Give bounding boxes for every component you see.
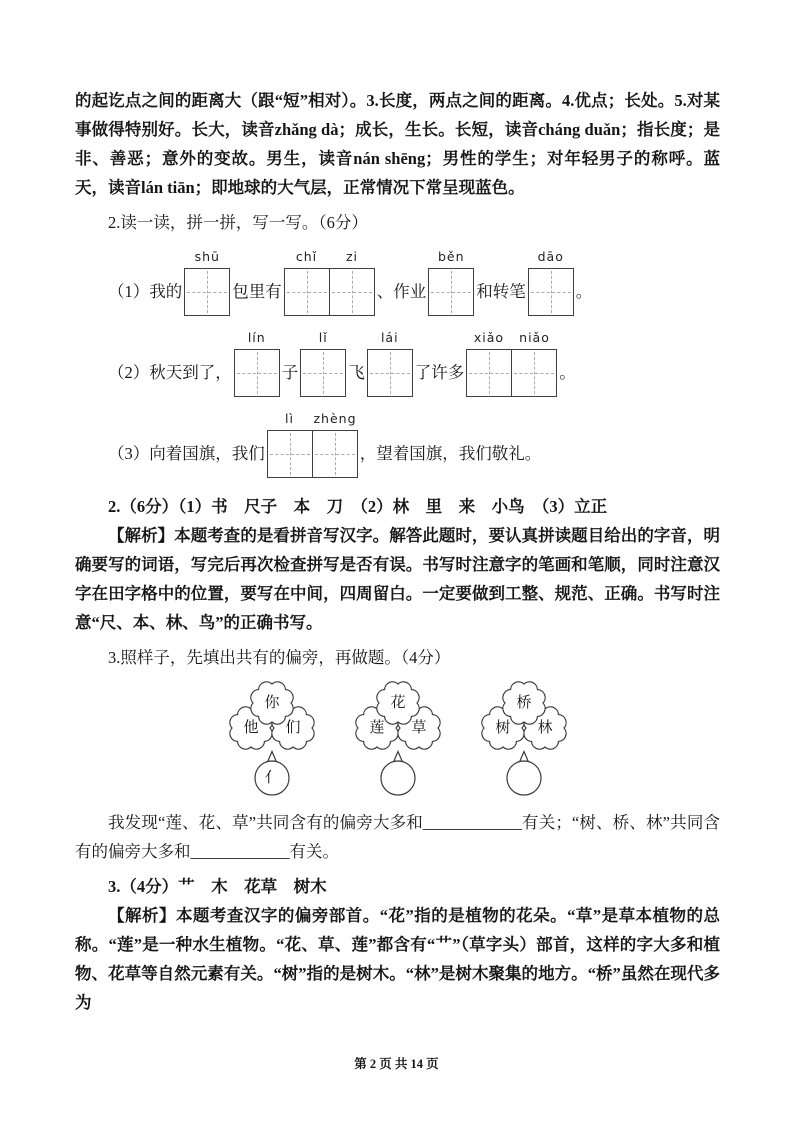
balloon-circle (507, 761, 541, 795)
pinyin-box-group (428, 249, 474, 316)
pinyin-label: zi (345, 249, 359, 264)
pinyin-label: chǐ (295, 249, 318, 264)
pinyin-label: xiǎo (473, 330, 505, 345)
box-row (184, 268, 230, 316)
writing-grid-box (300, 349, 346, 397)
pinyin-row (234, 330, 280, 349)
text-segment: （3）向着国旗，我们 (108, 444, 265, 463)
pinyin-row (466, 330, 557, 349)
radical-balloon-diagram (222, 680, 322, 802)
writing-grid-box (329, 268, 375, 316)
pinyin-label: shū (194, 249, 220, 264)
petal-char-right: 林 (536, 720, 553, 736)
writing-grid-box (284, 268, 330, 316)
text-segment: 。 (575, 282, 593, 301)
pinyin-label: lǐ (318, 330, 328, 345)
box-row (466, 349, 557, 397)
q2-answer: 2.（6分）（1）书 尺子 本 刀 （2）林 里 来 小鸟 （3）立正 (108, 497, 608, 516)
q3-analysis: 【解析】本题考查汉字的偏旁部首。“花”指的是植物的花朵。“草”是草本植物的总称。“莲”是一种水生植物。“花、草、莲”都含有“艹”（草字头）部首，这样的字大多和植物、花草等自然元素有关。“树”指的是树木。“林”是树木聚集的地方。“桥”虽然在现代多为 (75, 906, 720, 1012)
pinyin-label: dāo (537, 249, 564, 264)
pinyin-box-group (184, 249, 230, 316)
analysis-continuation-paragraph: 的起讫点之间的距离大（跟“短”相对）。3.长度，两点之间的距离。4.优点；长处。5.对某事做得特别好。长大，读音zhǎng dà；成长，生长。长短，读音cháng duǎn；指长度；是非、善恶；意外的变故。男生，读音nán shēng；男性的学生；对年轻男子的称呼。蓝天，读音lán tiān；即地球的大气层，正常情况下常呈现蓝色。 (75, 91, 720, 197)
q2-analysis: 【解析】本题考查的是看拼音写汉字。解答此题时，要认真拼读题目给出的字音，明确要写的词语，写完后再次检查拼写是否有误。书写时注意字的笔画和笔顺，同时注意汉字在田字格中的位置，要写在中间，四周留白。一定要做到工整、规范、正确。书写时注意“尺、本、林、鸟”的正确书写。 (75, 526, 720, 632)
petal-char-left: 他 (242, 720, 259, 736)
pinyin-row (300, 330, 346, 349)
text-segment: 飞 (348, 363, 365, 382)
pinyin-row (428, 249, 474, 268)
q3-answer: 3.（4分）艹 木 花草 树木 (108, 877, 327, 896)
balloon-radical: 亻 (263, 770, 280, 786)
text-segment: 子 (281, 363, 299, 382)
page-number-footer: 第 2 页 共 14 页 (354, 1057, 439, 1071)
box-row (267, 430, 358, 478)
text-segment: 和转笔 (476, 282, 526, 301)
box-row (367, 349, 413, 397)
writing-grid-box (466, 349, 512, 397)
petal-char-right: 们 (284, 720, 301, 736)
pinyin-label: lín (247, 330, 266, 345)
text-segment: 。 (559, 363, 576, 382)
pinyin-label: lì (285, 411, 294, 426)
writing-grid-box (184, 268, 230, 316)
q3-finding-statement: 我发现“莲、花、草”共同含有的偏旁大多和____________有关；“树、桥、林”共同含有的偏旁大多和____________有关。 (75, 813, 720, 861)
writing-grid-box (312, 430, 358, 478)
pinyin-label: běn (437, 249, 465, 264)
text-segment: （2）秋天到了， (108, 363, 232, 382)
writing-grid-box (428, 268, 474, 316)
text-segment: 、作业 (376, 282, 427, 301)
q2-item-1 (108, 249, 720, 316)
writing-grid-box (367, 349, 413, 397)
pinyin-box-group (367, 330, 413, 397)
pinyin-row (528, 249, 574, 268)
box-row (284, 268, 375, 316)
q2-item-2 (108, 330, 720, 397)
pinyin-label: niǎo (519, 330, 550, 345)
writing-grid-box (234, 349, 280, 397)
pinyin-label: zhèng (313, 411, 357, 426)
pinyin-label: lái (380, 330, 399, 345)
writing-grid-box (511, 349, 557, 397)
writing-grid-box (528, 268, 574, 316)
pinyin-row (367, 330, 413, 349)
q3-title: 3.照样子，先填出共有的偏旁，再做题。（4分） (108, 648, 451, 667)
pinyin-box-group (528, 249, 574, 316)
box-row (528, 268, 574, 316)
petal-char-top: 桥 (515, 695, 532, 711)
pinyin-row (284, 249, 375, 268)
box-row (428, 268, 474, 316)
text-segment: ，望着国旗，我们敬礼。 (359, 444, 542, 463)
q2-item-3 (108, 411, 720, 478)
pinyin-row (267, 411, 358, 430)
petal-char-top: 你 (263, 695, 280, 711)
petal-char-top: 花 (389, 695, 406, 711)
text-segment: （1）我的 (108, 282, 183, 301)
petal-char-left: 树 (494, 720, 511, 736)
pinyin-box-group (234, 330, 280, 397)
radical-balloon-diagram (474, 680, 574, 802)
petal-char-left: 莲 (368, 720, 385, 736)
radical-balloon-diagram (348, 680, 448, 802)
pinyin-box-group (267, 411, 358, 478)
balloon-circle (381, 761, 415, 795)
pinyin-row (184, 249, 230, 268)
box-row (234, 349, 280, 397)
text-segment: 了许多 (414, 363, 465, 382)
q2-title: 2.读一读，拼一拼，写一写。（6分） (108, 213, 368, 232)
pinyin-box-group (284, 249, 375, 316)
writing-grid-box (267, 430, 313, 478)
box-row (300, 349, 346, 397)
pinyin-box-group (300, 330, 346, 397)
petal-char-right: 草 (410, 720, 427, 736)
pinyin-box-group (466, 330, 557, 397)
radical-diagrams-row (75, 680, 720, 802)
text-segment: 包里有 (232, 282, 282, 301)
